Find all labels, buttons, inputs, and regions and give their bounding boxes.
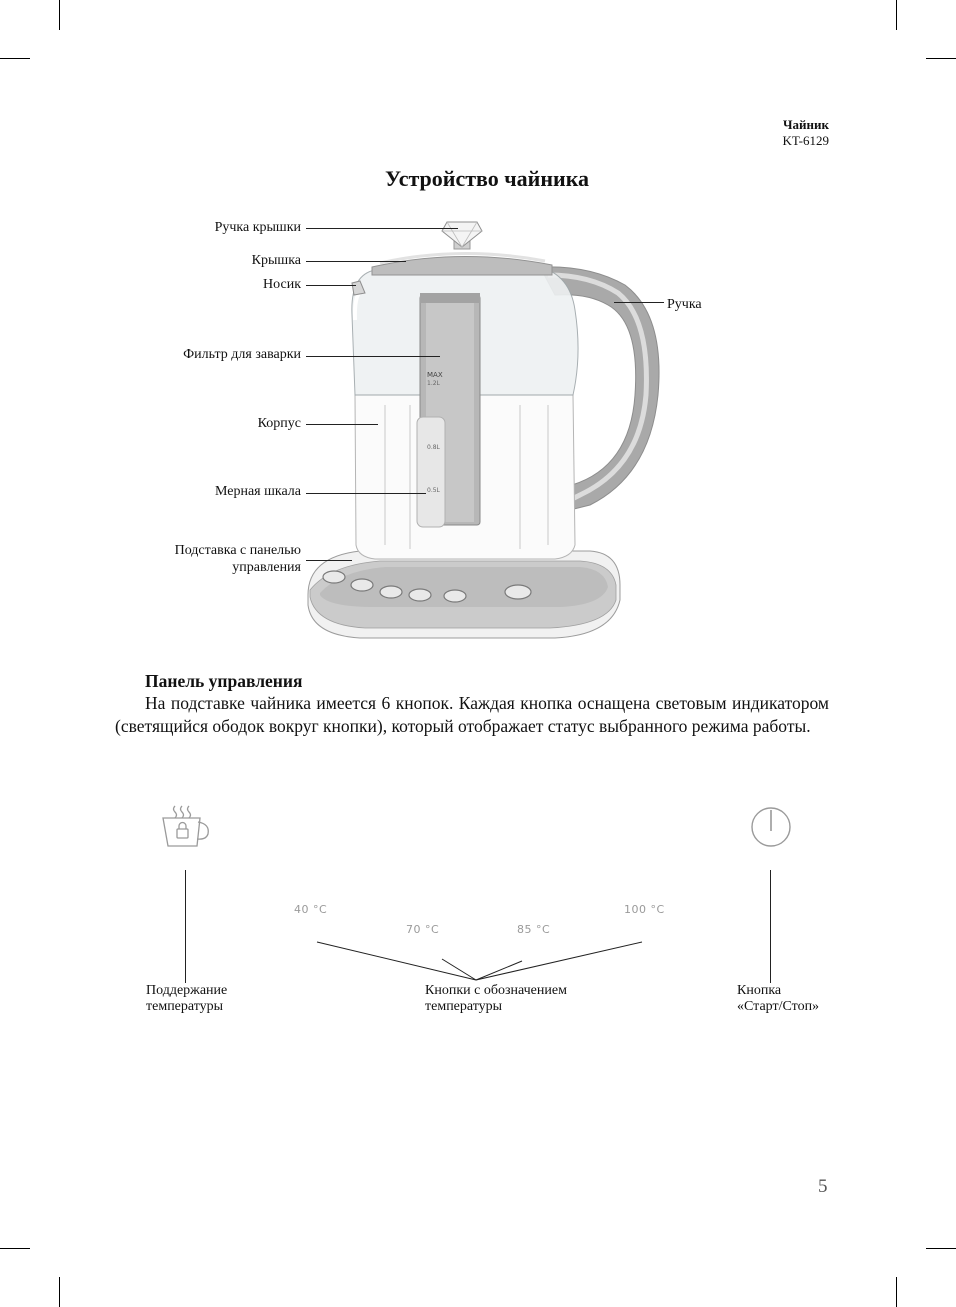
crop-mark [926,1248,956,1249]
caption-line: «Старт/Стоп» [737,999,820,1014]
crop-mark [0,58,30,59]
leader-line [306,493,426,494]
temp-label-100: 100 °C [624,903,665,916]
page-title: Устройство чайника [384,166,590,191]
leader-line [770,870,771,983]
label-body: Корпус [257,416,301,431]
mark-max: MAX [427,371,443,379]
caption-line: температуры [146,999,224,1014]
crop-mark [926,58,956,59]
leader-line [306,560,352,561]
caption-start-stop [737,983,819,1015]
label-spout: Носик [263,277,301,292]
temp-label-85: 85 °C [517,923,551,936]
caption-line: Поддержание [146,983,228,998]
label-lid: Крышка [251,253,301,268]
mark-max-volume: 1.2L [427,380,440,387]
crop-mark [896,1277,897,1307]
crop-mark [0,1248,30,1249]
panel-description: На подставке чайника имеется 6 кнопок. Каждая кнопка оснащена световым индикатором (светящийся ободок вокруг кнопки), который отображает статус выбранного режима работы. [115,693,829,736]
temperature-leaders [310,935,650,985]
label-base-line1: Подставка с панелью [174,543,301,558]
header-model: KT-6129 [782,133,829,148]
leader-line [306,424,378,425]
kettle-illustration [290,205,680,655]
power-icon [749,805,793,849]
keep-warm-icon [160,804,212,850]
leader-line [306,261,406,262]
temp-label-70: 70 °C [406,923,440,936]
caption-line: Кнопка [737,983,782,998]
label-base [175,542,301,576]
leader-line [614,302,664,303]
header-product: Чайник [782,117,829,132]
leader-line [306,356,440,357]
caption-line: Кнопки с обозначением [425,983,567,998]
caption-keep-warm [146,983,227,1015]
caption-temp-buttons [425,983,567,1015]
leader-line [306,228,458,229]
label-lid-knob: Ручка крышки [214,220,301,235]
label-filter: Фильтр для заварки [183,347,301,362]
label-scale: Мерная шкала [214,484,301,499]
crop-mark [896,0,897,30]
mark-min: 0.5L [427,487,440,494]
crop-mark [59,1277,60,1307]
page-number: 5 [818,1176,828,1197]
caption-line: температуры [425,999,503,1014]
label-handle: Ручка [667,297,702,312]
temp-label-40: 40 °C [294,903,328,916]
panel-heading: Панель управления [145,671,303,691]
leader-line [185,870,186,983]
leader-line [306,285,356,286]
label-base-line2: управления [232,560,301,575]
crop-mark [59,0,60,30]
mark-mid: 0.8L [427,444,440,451]
